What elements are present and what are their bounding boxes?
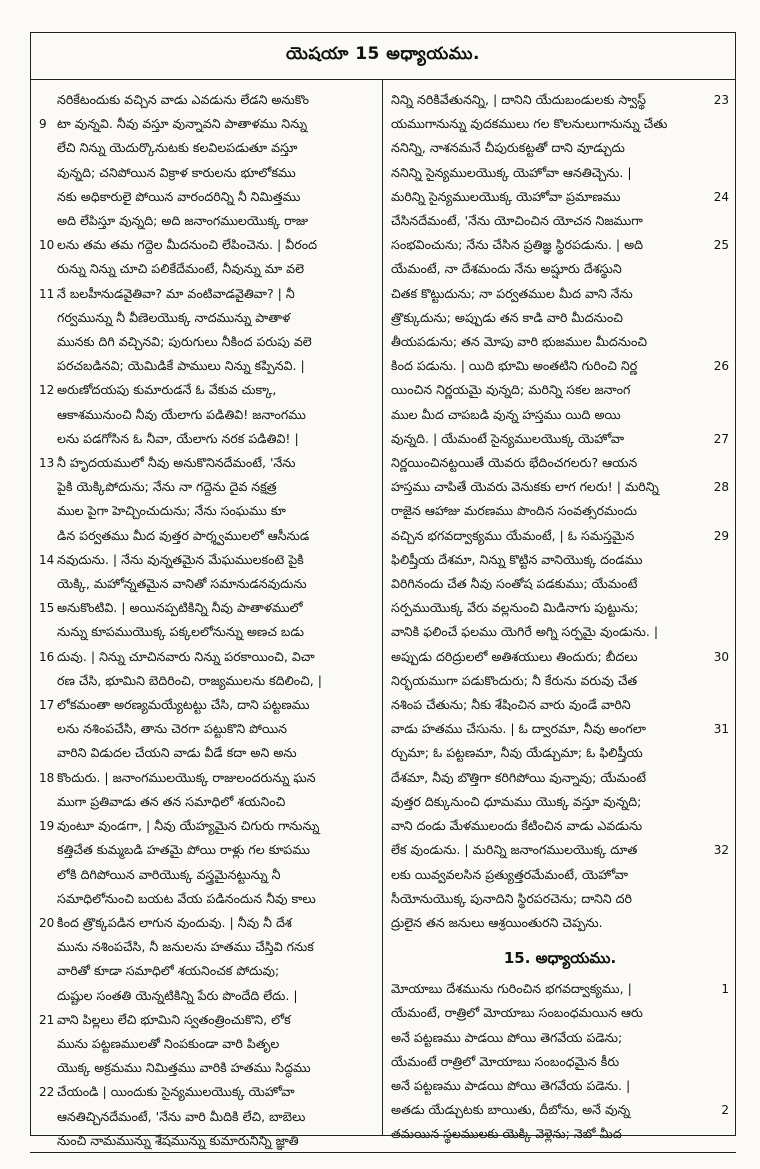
line-text: వున్నది. | యేమంటే సైన్యములయొక్క యెహోవా <box>391 430 625 446</box>
line-text: చేసినదేమంటే, 'నేను యోచించిన యోచన నిజముగా <box>391 213 643 229</box>
line-text: యేమంటే, నా దేశమందు నేను అష్షూరు దేశస్థుని <box>391 261 622 277</box>
line-text: యముగానున్ను వుదకములు గల కొలనులుగానున్ను చేతు <box>391 116 668 132</box>
text-line <box>391 499 729 523</box>
text-line <box>39 1105 376 1129</box>
text-line <box>391 693 729 717</box>
line-text: వుత్తర దిక్కునుంచి ధూమము యొక్క వస్తూ వున్నది; <box>391 793 642 809</box>
text-line <box>39 499 376 523</box>
verse-number: 14 <box>39 552 55 567</box>
right-column-bottom <box>391 977 729 1146</box>
line-text: సర్పముయొక్క వేరు వల్లనుంచి మిడినాగు పుట్టును; <box>391 600 639 616</box>
verse-number: 21 <box>39 1012 55 1027</box>
line-text: పైకి యెక్కిపోదును; నేను నా గద్దెను దైవ నక్షత్ర <box>57 479 277 495</box>
line-text: లోకి దిగిపోయిన వారియొక్క వస్త్రమైనట్టున్ను నీ <box>57 866 281 882</box>
verse-number: 31 <box>713 722 729 737</box>
line-text: అనే పట్టణము పాడయి పోయి తెగవేయ పడెను. | <box>391 1077 631 1093</box>
line-text: వాని దండు మేళములందు కేటించిన వాడు ఎవడును <box>391 818 643 834</box>
text-line <box>39 185 376 209</box>
text-line <box>39 112 376 136</box>
line-text: రున్ను నిన్ను చూచి పలికేదేమంటే, నీవున్ను మా వలె <box>57 261 305 277</box>
line-text: రాజైన ఆహాజు మరణము పొందిన సంవత్సరమందు <box>391 503 638 519</box>
text-line <box>39 572 376 596</box>
text-line <box>391 88 729 112</box>
line-text: దువు. | నిన్ను చూచినవారు నిన్ను పరకాయించి, విచా <box>57 648 315 664</box>
line-text: అది లేపిస్తూ వున్నది; అది జనాంగములయొక్క రాజు <box>57 213 309 229</box>
text-line <box>391 403 729 427</box>
line-text: మరిన్ని సైన్యములయొక్క యెహోవా ప్రమాణము <box>391 188 621 204</box>
line-text: ముగా ప్రతివాడు తన తన సమాధిలో శయనించి <box>57 793 286 809</box>
line-text: అరుణోదయపు కుమారుడనే ఓ వేకువ చుక్కా, <box>57 382 277 398</box>
text-line <box>39 863 376 887</box>
line-text: వచ్చిన భగవద్వాక్యము యేమంటే, | ఓ సమస్తమైన <box>391 527 635 543</box>
line-text: అతడు యేడ్చుటకు బాయితు, దీబోను, అనే వున్న <box>391 1102 631 1118</box>
line-text: లేక వుండును. | మరిన్ని జనాంగములయొక్క దూత <box>391 842 638 858</box>
text-line <box>39 161 376 185</box>
text-line <box>39 596 376 620</box>
text-line <box>391 1074 729 1098</box>
line-text: టా వున్నవి. నీవు వస్తూ వున్నావని పాతాళము నిన్ను <box>57 116 308 132</box>
line-text: రణ చేసి, భూమిని బెదిరించి, రాజ్యములను కదిలించి, | <box>57 672 323 688</box>
text-line <box>391 185 729 209</box>
text-columns <box>31 80 735 1148</box>
line-text: కత్తిచేత కుమ్మబడి హతమై పోయి రాళ్లు గల కూపము <box>57 842 310 858</box>
line-text: అనే పట్టణము పాడయి పోయి తెగవేయ పడెను; <box>391 1029 623 1045</box>
verse-number: 2 <box>721 1103 729 1118</box>
line-text: కింద త్రొక్కపడిన లాగున వుందువు. | నీవు నీ దేశ <box>57 914 292 930</box>
line-text: ననిన్ని సైన్యములయొక్క యెహోవా ఆనతిచ్చెను. | <box>391 164 632 180</box>
line-text: త్రొక్కుదును; అప్పుడు తన కాడి వారి మీదనుంచి <box>391 309 623 325</box>
text-line <box>391 887 729 911</box>
text-line <box>391 669 729 693</box>
line-text: పరచబడినవి; యెమిడికే పాములు నిన్ను కప్పినవి. | <box>57 358 305 374</box>
line-text: దుష్టుల సంతతి యెన్నటికిన్ని పేరు పొందేది లేదు. | <box>57 987 298 1003</box>
text-line <box>391 1122 729 1146</box>
line-text: తీయపడును; తన మోపు వారి భుజముల మీదనుంచి <box>391 334 648 350</box>
text-line <box>391 330 729 354</box>
line-text: వారితో కూడా సమాధిలో శయనించక పోదువు; <box>57 963 280 979</box>
text-line <box>39 959 376 983</box>
text-line <box>39 645 376 669</box>
line-text: వాని పిల్లలు లేచి భూమిని స్వతంత్రించుకొని, లోక <box>57 1011 291 1027</box>
line-text: అప్పుడు దరిద్రులలో అతిశయులు తిందురు; బీదలు <box>391 648 638 664</box>
text-line <box>391 257 729 281</box>
line-text: ఆనతిచ్చినదేమంటే, 'నేను వారి మీదికి లేచి, బాబెలు <box>57 1108 306 1124</box>
line-text: గర్వమున్ను నీ వీణెలయొక్క నాదమున్ను పాతాళ <box>57 309 291 325</box>
text-line <box>391 282 729 306</box>
text-line <box>39 378 376 402</box>
text-line <box>39 403 376 427</box>
line-text: దేశమా, నీవు బొత్తిగా కరిగిపోయి వున్నావు; యేమంటే <box>391 769 646 785</box>
line-text: లను పడగోసిన ఓ నీవా, యేలాగు నరక పడితివి! | <box>57 430 299 446</box>
text-line <box>391 572 729 596</box>
verse-number: 22 <box>39 1085 55 1100</box>
line-text: సమాధిలోనుంచి బయట వేయ పడినందున నీవు కాలు <box>57 890 316 906</box>
text-line <box>39 257 376 281</box>
line-text: నీ హృదయములో నీవు అనుకొనినదేమంటే, 'నేను <box>57 455 296 471</box>
text-line <box>39 88 376 112</box>
line-text: మునకు దిగి వచ్చినవి; పురుగులు నీకింద పరుపు వలె <box>57 334 312 350</box>
line-text: తమయిన స్థలములకు యెక్కి వెళ్లెను; నెబో మీద <box>391 1126 622 1142</box>
verse-number: 32 <box>713 843 729 858</box>
line-text: నుంచి నామమున్ను శేషమున్ను కుమారునిన్ని జ్ఞాతి <box>57 1132 299 1148</box>
text-line <box>391 1026 729 1050</box>
line-text: ముల పైగా హెచ్చించుదును; నేను సంఘము కూ <box>57 503 286 519</box>
line-text: లకు యివ్వవలసిన ప్రత్యుత్తరమేమంటే, యెహోవా <box>391 866 628 882</box>
verse-number: 25 <box>713 238 729 253</box>
line-text: వున్నది; చనిపోయిన విక్రాళ కారులను భూలోకము <box>57 164 296 180</box>
text-line <box>391 1098 729 1122</box>
line-text: ద్రులైన తన జనులు ఆశ్రయింతురని చెప్పను. <box>391 914 603 930</box>
text-line <box>39 766 376 790</box>
line-text: చేయండి | యిందుకు సైన్యములయొక్క యెహోవా <box>57 1084 295 1100</box>
text-line <box>39 1056 376 1080</box>
text-line <box>391 1050 729 1074</box>
right-column <box>383 80 735 1142</box>
right-column-top <box>391 88 729 935</box>
verse-number: 9 <box>39 117 47 132</box>
verse-number: 11 <box>39 286 55 301</box>
text-line <box>39 427 376 451</box>
line-text: నున్ను కూపముయొక్క పక్కలలోనున్ను అణచ బడు <box>57 624 305 640</box>
text-line <box>39 741 376 765</box>
line-text: లోకమంతా అరణ్యమయ్యేటట్టు చేసి, దాని పట్టణము <box>57 697 310 713</box>
line-text: సీయోనుయొక్క పునాదిని స్థిరపరచెను; దానిని దరి <box>391 890 632 906</box>
text-line <box>391 977 729 1001</box>
text-line <box>391 645 729 669</box>
line-text: వాడు హతము చేసును. | ఓ ద్వారమా, నీవు అంగలా <box>391 721 646 737</box>
line-text: నే బలహీనుడవైతివా? మా వంటివాడవైతివా? | నీ <box>57 285 295 301</box>
text-line <box>39 790 376 814</box>
text-line <box>391 354 729 378</box>
text-line <box>39 887 376 911</box>
verse-number: 19 <box>39 819 55 834</box>
text-line <box>391 427 729 451</box>
line-text: హస్తము చాపితే యెవరు వెనుకకు లాగ గలరు! | మరిన్ని <box>391 479 659 495</box>
line-text: నిర్ణయించినట్టయితే యెవరు భేదించగలరు? ఆయన <box>391 455 638 471</box>
page-title: యెషయా 15 అధ్యాయము. <box>285 44 481 64</box>
text-line <box>39 475 376 499</box>
text-line <box>39 620 376 644</box>
text-line <box>39 1080 376 1104</box>
line-text: కింద పడును. | యిది భూమి అంతటిని గురించి నిర్ణ <box>391 358 638 374</box>
text-line <box>39 548 376 572</box>
text-line <box>391 741 729 765</box>
text-line <box>391 524 729 548</box>
text-line <box>39 451 376 475</box>
line-text: అనుకొంటివి. | అయినప్పటికిన్ని నీవు పాతాళములో <box>57 600 303 616</box>
text-line <box>39 306 376 330</box>
text-line <box>39 984 376 1008</box>
text-line <box>39 693 376 717</box>
text-line <box>391 863 729 887</box>
left-column <box>31 80 383 1148</box>
text-line <box>39 814 376 838</box>
line-text: నశింప చేతును; నీకు శేషించిన వారు వుండే వారిని <box>391 697 631 713</box>
text-line <box>391 766 729 790</box>
verse-number: 27 <box>713 431 729 446</box>
text-line <box>39 330 376 354</box>
text-line <box>391 620 729 644</box>
text-line <box>391 911 729 935</box>
line-text: మును పట్టణములతో నింపకుండా వారి పితృల <box>57 1035 280 1051</box>
text-line <box>391 306 729 330</box>
verse-number: 29 <box>713 528 729 543</box>
verse-number: 17 <box>39 698 55 713</box>
line-text: లను నశింపచేసి, తాను చెరగా పట్టుకొని పోయిన <box>57 721 288 737</box>
text-line <box>391 136 729 160</box>
verse-number: 26 <box>713 359 729 374</box>
text-line <box>39 233 376 257</box>
verse-number: 16 <box>39 649 55 664</box>
line-text: నరికేటందుకు వచ్చిన వాడు ఎవడును లేడని అనుకొం <box>57 92 310 107</box>
line-text: వారిని విడుదల చేయని వాడు వీడే కదా అని అను <box>57 745 297 761</box>
text-line <box>391 112 729 136</box>
text-line <box>39 354 376 378</box>
verse-number: 13 <box>39 456 55 471</box>
verse-number: 30 <box>713 649 729 664</box>
line-text: లేచి నిన్ను యెదుర్కొనుటకు కలవిలపడుతూ వస్తూ <box>57 140 298 156</box>
text-line <box>39 1008 376 1032</box>
line-text: సంభవించును; నేను చేసిన ప్రతిజ్ఞ స్థిరపడును. | అది <box>391 237 644 253</box>
verse-number: 23 <box>713 93 729 107</box>
line-text: నకు అధికారులై పోయిన వారందరిన్ని నీ నిమిత్తము <box>57 188 301 204</box>
line-text: ర్చుమా; ఓ పట్టణమా, నీవు యేడ్చుమా; ఓ ఫిలిష్తీయ <box>391 745 643 761</box>
text-line <box>39 911 376 935</box>
line-text: నిర్భయముగా పడుకొందురు; నీ కేరును వరువు చేత <box>391 672 638 688</box>
verse-number: 12 <box>39 383 55 398</box>
text-line <box>39 935 376 959</box>
text-line <box>39 209 376 233</box>
text-line <box>391 596 729 620</box>
line-text: లను తమ తమ గద్దెల మీదనుంచి లేపించెను. | వీరంద <box>57 237 317 253</box>
line-text: డిన పర్వతము మీద వుత్తర పార్శ్వములలో ఆసీనుడ <box>57 527 310 543</box>
chapter-heading: 15. అధ్యాయము. <box>503 949 617 968</box>
text-line <box>39 1032 376 1056</box>
verse-number: 15 <box>39 601 55 616</box>
line-text: విరిగినందు చేత నీవు సంతోష పడకుము; యేమంటే <box>391 576 638 592</box>
line-text: నవుదును. | నేను వున్నతమైన మేఘములకంటె పైకి <box>57 551 304 567</box>
line-text: నిన్ని నరికివేతునన్ని, | దానిని యేదుబండులకు స్వాస్థ్ <box>391 92 646 107</box>
line-text: వానికి ఫలించే ఫలము యెగిరే అగ్ని సర్పమై వుండును. | <box>391 624 659 640</box>
verse-number: 1 <box>721 982 729 997</box>
text-line <box>391 233 729 257</box>
text-line <box>391 838 729 862</box>
line-text: యొక్క అక్రమము నిమిత్తము వారికి హతము సిద్ధము <box>57 1060 311 1076</box>
verse-number: 18 <box>39 770 55 785</box>
bottom-rule <box>30 1152 736 1153</box>
verse-number: 28 <box>713 480 729 495</box>
line-text: ఆకాశమునుంచి నీవు యేలాగు పడితివి! జనాంగము <box>57 406 306 422</box>
verse-number: 20 <box>39 915 55 930</box>
text-line <box>391 161 729 185</box>
text-line <box>39 717 376 741</box>
text-line <box>39 838 376 862</box>
line-text: యించిన నిర్ణయమై వున్నది; మరిన్ని సకల జనాంగ <box>391 382 631 398</box>
text-line <box>391 209 729 233</box>
verse-number: 24 <box>713 189 729 204</box>
line-text: మును నశింపచేసి, నీ జనులను హతము చేస్తివి గనుక <box>57 939 314 955</box>
text-line <box>391 1001 729 1025</box>
bible-page <box>30 32 736 1148</box>
text-line <box>391 548 729 572</box>
line-text: చితక కొట్టుదును; నా పర్వతముల మీద వాని నేను <box>391 285 633 301</box>
line-text: ననిన్ని, నాశనమనే చీపురుకట్టతో దాని వూడ్చుదు <box>391 140 625 156</box>
text-line <box>39 136 376 160</box>
text-line <box>391 814 729 838</box>
line-text: కొందురు. | జనాంగములయొక్క రాజులందరున్ను ఘన <box>57 769 316 785</box>
line-text: ముల మీద చాపబడి వున్న హస్తము యిది అయి <box>391 406 621 422</box>
text-line <box>39 1129 376 1153</box>
text-line <box>39 282 376 306</box>
text-line <box>391 475 729 499</box>
text-line <box>391 451 729 475</box>
page-header <box>31 33 735 80</box>
line-text: మోయాబు దేశమును గురించిన భగవద్వాక్యము, | <box>391 981 632 997</box>
line-text: ఫిలిష్తీయ దేశమా, నిన్ను కొట్టిన వానియొక్క దండము <box>391 551 643 567</box>
text-line <box>39 524 376 548</box>
line-text: యేమంటే రాత్రిలో మోయాబు సంబంధమైన కీరు <box>391 1053 620 1069</box>
line-text: యెక్కి, మహోన్నతమైన వానితో సమానుడనవుదును <box>57 576 307 592</box>
text-line <box>39 669 376 693</box>
text-line <box>391 717 729 741</box>
line-text: వుంటూ వుండగా, | నీవు యేహ్యమైన చిగురు గానున్ను <box>57 818 320 834</box>
line-text: యేమంటే, రాత్రిలో మోయాబు సంబంధమయిన ఆరు <box>391 1005 643 1021</box>
text-line <box>391 378 729 402</box>
text-line <box>391 790 729 814</box>
verse-number: 10 <box>39 238 55 253</box>
